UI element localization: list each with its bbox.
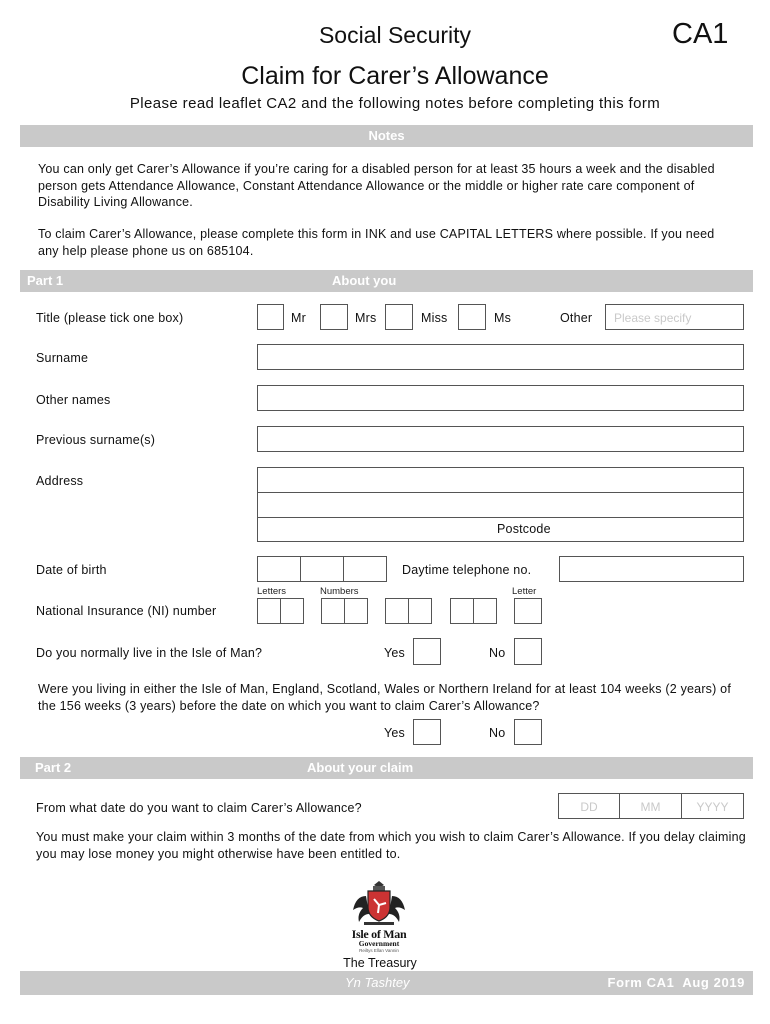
residence-no-label: No bbox=[489, 726, 506, 740]
ni-final-letter[interactable] bbox=[514, 598, 542, 624]
previous-surname-field[interactable] bbox=[257, 426, 744, 452]
phone-label: Daytime telephone no. bbox=[402, 563, 532, 577]
title-ms-checkbox[interactable] bbox=[458, 304, 486, 330]
footer-band bbox=[20, 971, 753, 995]
title-other-label: Other bbox=[560, 311, 593, 325]
other-names-field[interactable] bbox=[257, 385, 744, 411]
part2-heading: About your claim bbox=[307, 760, 414, 775]
title-mr-label: Mr bbox=[291, 311, 306, 325]
ni-letters-caption: Letters bbox=[257, 586, 287, 597]
residence-yes-checkbox[interactable] bbox=[413, 719, 441, 745]
ni-digit-2[interactable] bbox=[344, 598, 368, 624]
form-subtitle: Please read leaflet CA2 and the following notes before completing this form bbox=[129, 95, 661, 112]
title-mrs-checkbox[interactable] bbox=[320, 304, 348, 330]
previous-surname-label: Previous surname(s) bbox=[36, 433, 156, 447]
residence-question: Were you living in either the Isle of Man, England, Scotland, Wales or Northern Ireland for at least 104 weeks (2 years) of the 156 weeks (3 years) before the date on which you want to claim Carer’s Allowance? bbox=[38, 682, 731, 713]
department-name: The Treasury bbox=[343, 956, 417, 970]
logo-name: Isle of Man bbox=[351, 927, 407, 941]
part2-band bbox=[20, 757, 753, 779]
title-mr-checkbox[interactable] bbox=[257, 304, 284, 330]
live-iom-yes-checkbox[interactable] bbox=[413, 638, 441, 665]
residence-no-checkbox[interactable] bbox=[514, 719, 542, 745]
notes-heading: Notes bbox=[368, 128, 405, 143]
ni-letter-2[interactable] bbox=[280, 598, 304, 624]
title-miss-checkbox[interactable] bbox=[385, 304, 413, 330]
claim-date-month-field[interactable] bbox=[619, 793, 682, 819]
claim-date-year-field[interactable] bbox=[681, 793, 744, 819]
claim-date-day-field[interactable] bbox=[558, 793, 620, 819]
isle-of-man-crest-icon bbox=[346, 878, 412, 928]
address-label: Address bbox=[36, 474, 84, 488]
residence-yes-label: Yes bbox=[384, 726, 405, 740]
department-manx-name: Yn Tashtey bbox=[345, 975, 410, 990]
surname-label: Surname bbox=[36, 351, 89, 365]
ni-digit-6[interactable] bbox=[473, 598, 497, 624]
phone-field[interactable] bbox=[559, 556, 744, 582]
surname-field[interactable] bbox=[257, 344, 744, 370]
live-iom-no-label: No bbox=[489, 646, 506, 660]
dob-month-field[interactable] bbox=[300, 556, 344, 582]
claim-date-day-placeholder: DD bbox=[580, 800, 598, 814]
live-iom-no-checkbox[interactable] bbox=[514, 638, 542, 665]
title-mrs-label: Mrs bbox=[355, 311, 377, 325]
claim-date-month-placeholder: MM bbox=[640, 800, 661, 814]
notes-paragraph-2: To claim Carer’s Allowance, please complete this form in INK and use CAPITAL LETTERS where possible. If you need any help please phone us on 685104. bbox=[38, 227, 715, 258]
live-iom-label: Do you normally live in the Isle of Man? bbox=[36, 646, 263, 660]
logo-tagline: Reiltys Ellan Vannin bbox=[359, 948, 399, 953]
form-title: Claim for Carer’s Allowance bbox=[241, 62, 549, 90]
form-code: CA1 bbox=[672, 18, 729, 50]
ni-letter-caption: Letter bbox=[512, 586, 537, 597]
other-names-label: Other names bbox=[36, 393, 111, 407]
part2-label: Part 2 bbox=[35, 760, 72, 775]
title-ms-label: Ms bbox=[494, 311, 512, 325]
dob-label: Date of birth bbox=[36, 563, 107, 577]
logo-government: Government bbox=[358, 939, 400, 948]
address-line-1[interactable] bbox=[257, 467, 744, 493]
part1-band bbox=[20, 270, 753, 292]
notes-paragraph-1: You can only get Carer’s Allowance if you’re caring for a disabled person for at least 35 hours a week and the disabled person gets Attendance Allowance, Constant Attendance Allowance or the middle or higher rate care component of Disability Living Allowance. bbox=[38, 162, 715, 209]
live-iom-yes-label: Yes bbox=[384, 646, 405, 660]
part1-heading: About you bbox=[332, 273, 397, 288]
ni-digit-5[interactable] bbox=[450, 598, 474, 624]
notes-band bbox=[20, 125, 753, 147]
dob-year-field[interactable] bbox=[343, 556, 387, 582]
title-other-field[interactable] bbox=[605, 304, 744, 330]
claim-from-date-label: From what date do you want to claim Carer’s Allowance? bbox=[36, 801, 362, 815]
part1-label: Part 1 bbox=[27, 273, 64, 288]
title-miss-label: Miss bbox=[421, 311, 448, 325]
claim-date-year-placeholder: YYYY bbox=[696, 800, 729, 814]
department-title: Social Security bbox=[318, 22, 472, 48]
address-postcode-row[interactable] bbox=[257, 517, 744, 542]
title-other-placeholder: Please specify bbox=[614, 311, 692, 325]
form-reference: Form CA1 Aug 2019 bbox=[607, 975, 745, 990]
ni-digit-1[interactable] bbox=[321, 598, 345, 624]
title-label: Title (please tick one box) bbox=[36, 311, 184, 325]
address-line-2[interactable] bbox=[257, 492, 744, 518]
ni-number-label: National Insurance (NI) number bbox=[36, 604, 217, 618]
ni-numbers-caption: Numbers bbox=[320, 586, 359, 597]
postcode-label: Postcode bbox=[497, 522, 551, 536]
ni-letter-1[interactable] bbox=[257, 598, 281, 624]
claim-deadline-note: You must make your claim within 3 months of the date from which you wish to claim Carer’s Allowance. If you delay claiming you may lose money you might otherwise have been entitled to. bbox=[36, 830, 746, 861]
ni-digit-4[interactable] bbox=[408, 598, 432, 624]
dob-day-field[interactable] bbox=[257, 556, 301, 582]
ni-digit-3[interactable] bbox=[385, 598, 409, 624]
